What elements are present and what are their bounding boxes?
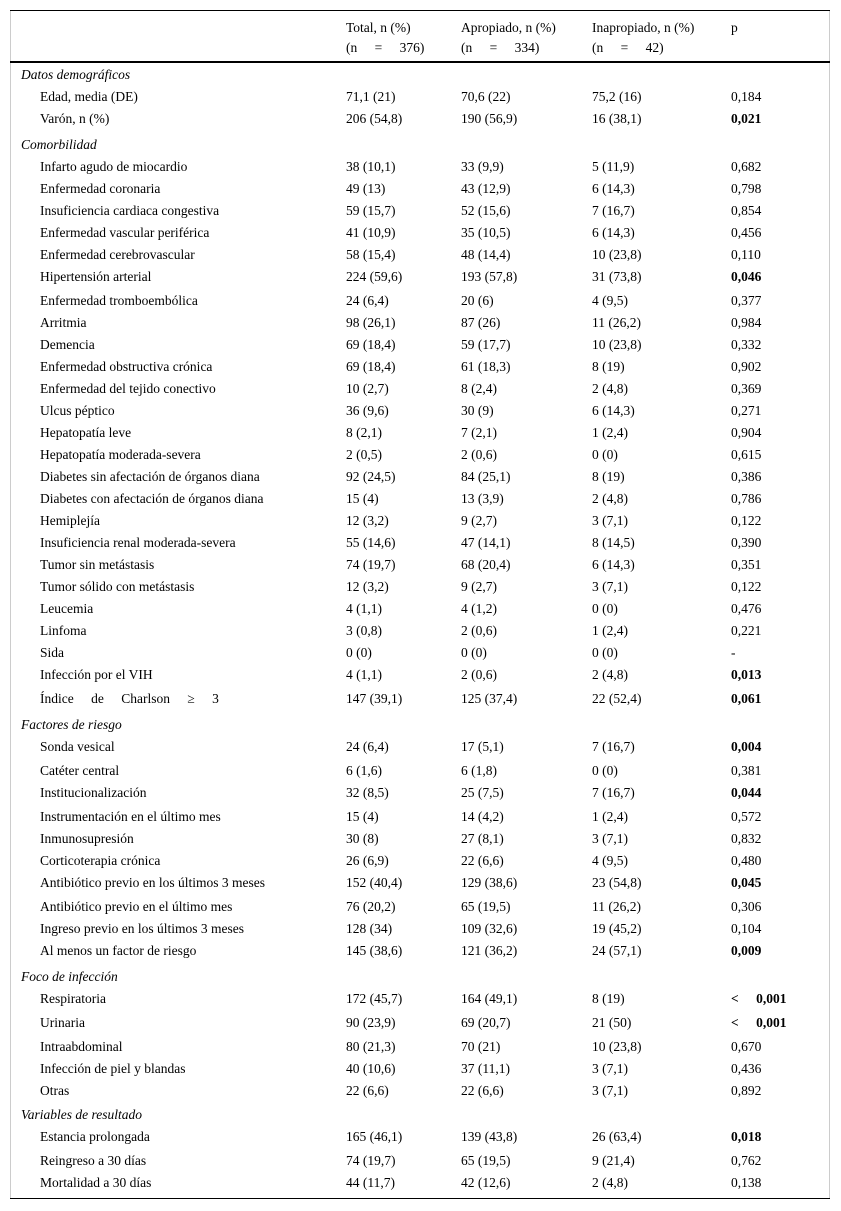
cell-inapropiado: 9 (21,4) [592,1153,635,1168]
cell-inapropiado: 23 (54,8) [592,875,642,890]
cell-p: 0,122 [731,579,762,594]
header-apropiado-n: (n = 334) [461,40,540,55]
cell-p: 0,184 [731,89,762,104]
row-label: Diabetes sin afectación de órganos diana [40,469,260,484]
row-label: Otras [40,1083,70,1098]
row-label: Mortalidad a 30 días [40,1175,152,1190]
row-label: Leucemia [40,601,94,616]
cell-apropiado: 30 (9) [461,403,494,418]
row-label: Índice de Charlson ≥ 3 [40,691,219,706]
cell-p: 0,456 [731,225,762,240]
cell-p: 0,381 [731,763,762,778]
cell-inapropiado: 10 (23,8) [592,1039,642,1054]
cell-total: 76 (20,2) [346,899,396,914]
cell-inapropiado: 4 (9,5) [592,293,628,308]
row-label: Enfermedad del tejido conectivo [40,381,216,396]
cell-apropiado: 13 (3,9) [461,491,504,506]
row-label: Edad, media (DE) [40,89,138,104]
cell-apropiado: 4 (1,2) [461,601,497,616]
cell-apropiado: 2 (0,6) [461,667,497,682]
cell-total: 4 (1,1) [346,667,382,682]
cell-total: 15 (4) [346,809,379,824]
row-label: Tumor sólido con metástasis [40,579,195,594]
cell-total: 12 (3,2) [346,513,389,528]
cell-apropiado: 0 (0) [461,645,487,660]
cell-total: 90 (23,9) [346,1015,396,1030]
row-label: Enfermedad coronaria [40,181,161,196]
cell-total: 22 (6,6) [346,1083,389,1098]
cell-p: 0,013 [731,667,762,682]
cell-p: - [731,645,736,660]
row-label: Ingreso previo en los últimos 3 meses [40,921,244,936]
section-title: Comorbilidad [21,137,97,152]
header-inapropiado-n: (n = 42) [592,40,664,55]
row-label: Insuficiencia cardiaca congestiva [40,203,220,218]
cell-p: 0,904 [731,425,762,440]
row-label: Infección de piel y blandas [40,1061,186,1076]
cell-total: 24 (6,4) [346,293,389,308]
row-label: Diabetes con afectación de órganos diana [40,491,264,506]
cell-p: 0,832 [731,831,762,846]
cell-p: 0,798 [731,181,762,196]
header-inapropiado-title: Inapropiado, n (%) [592,20,695,35]
row-label: Arritmia [40,315,87,330]
cell-apropiado: 164 (49,1) [461,991,518,1006]
cell-p: 0,390 [731,535,762,550]
cell-p: 0,009 [731,943,762,958]
cell-p: 0,004 [731,739,762,754]
cell-apropiado: 27 (8,1) [461,831,504,846]
cell-apropiado: 69 (20,7) [461,1015,511,1030]
cell-p: 0,386 [731,469,762,484]
cell-p: 0,104 [731,921,762,936]
cell-inapropiado: 10 (23,8) [592,337,642,352]
cell-inapropiado: 8 (19) [592,991,625,1006]
cell-p: 0,892 [731,1083,762,1098]
cell-p: 0,984 [731,315,762,330]
cell-total: 80 (21,3) [346,1039,396,1054]
cell-total: 26 (6,9) [346,853,389,868]
cell-p: 0,480 [731,853,762,868]
cell-total: 49 (13) [346,181,386,196]
row-label: Enfermedad obstructiva crónica [40,359,213,374]
cell-total: 30 (8) [346,831,379,846]
cell-inapropiado: 8 (19) [592,359,625,374]
row-label: Antibiótico previo en los últimos 3 meses [40,875,265,890]
cell-apropiado: 35 (10,5) [461,225,511,240]
cell-apropiado: 33 (9,9) [461,159,504,174]
cell-total: 69 (18,4) [346,359,396,374]
cell-inapropiado: 19 (45,2) [592,921,642,936]
cell-inapropiado: 6 (14,3) [592,403,635,418]
row-label: Intraabdominal [40,1039,123,1054]
cell-apropiado: 2 (0,6) [461,447,497,462]
cell-inapropiado: 11 (26,2) [592,899,641,914]
cell-total: 74 (19,7) [346,557,396,572]
cell-p: 0,351 [731,557,762,572]
cell-p: 0,138 [731,1175,762,1190]
row-label: Hepatopatía leve [40,425,132,440]
cell-total: 32 (8,5) [346,785,389,800]
row-label: Infección por el VIH [40,667,153,682]
cell-p: 0,061 [731,691,762,706]
cell-p: 0,854 [731,203,762,218]
cell-total: 10 (2,7) [346,381,389,396]
cell-inapropiado: 0 (0) [592,447,618,462]
cell-inapropiado: 26 (63,4) [592,1129,642,1144]
cell-apropiado: 2 (0,6) [461,623,497,638]
row-label: Hepatopatía moderada-severa [40,447,201,462]
cell-p: 0,786 [731,491,762,506]
cell-apropiado: 129 (38,6) [461,875,518,890]
cell-p: 0,436 [731,1061,762,1076]
cell-apropiado: 9 (2,7) [461,579,497,594]
cell-apropiado: 25 (7,5) [461,785,504,800]
cell-inapropiado: 8 (19) [592,469,625,484]
cell-inapropiado: 8 (14,5) [592,535,635,550]
row-label: Antibiótico previo en el último mes [40,899,233,914]
cell-inapropiado: 2 (4,8) [592,491,628,506]
row-label: Corticoterapia crónica [40,853,161,868]
row-label: Linfoma [40,623,87,638]
cell-total: 152 (40,4) [346,875,403,890]
cell-inapropiado: 31 (73,8) [592,269,642,284]
cell-total: 145 (38,6) [346,943,403,958]
cell-inapropiado: 21 (50) [592,1015,632,1030]
cell-inapropiado: 2 (4,8) [592,381,628,396]
cell-total: 4 (1,1) [346,601,382,616]
cell-inapropiado: 0 (0) [592,763,618,778]
cell-inapropiado: 6 (14,3) [592,557,635,572]
cell-apropiado: 43 (12,9) [461,181,511,196]
section-title: Variables de resultado [21,1107,142,1122]
cell-total: 92 (24,5) [346,469,396,484]
cell-total: 41 (10,9) [346,225,396,240]
cell-apropiado: 61 (18,3) [461,359,511,374]
cell-inapropiado: 7 (16,7) [592,739,635,754]
row-label: Al menos un factor de riesgo [40,943,197,958]
cell-inapropiado: 16 (38,1) [592,111,642,126]
cell-apropiado: 7 (2,1) [461,425,497,440]
cell-p: 0,615 [731,447,762,462]
cell-apropiado: 109 (32,6) [461,921,518,936]
cell-total: 71,1 (21) [346,89,396,104]
cell-apropiado: 190 (56,9) [461,111,518,126]
cell-p: 0,021 [731,111,762,126]
cell-p: 0,122 [731,513,762,528]
cell-total: 8 (2,1) [346,425,382,440]
row-label: Varón, n (%) [40,111,110,126]
cell-total: 172 (45,7) [346,991,403,1006]
cell-p: 0,682 [731,159,762,174]
cell-inapropiado: 2 (4,8) [592,667,628,682]
cell-apropiado: 84 (25,1) [461,469,511,484]
cell-p: 0,902 [731,359,762,374]
cell-total: 44 (11,7) [346,1175,395,1190]
cell-apropiado: 125 (37,4) [461,691,518,706]
cell-inapropiado: 3 (7,1) [592,1083,628,1098]
cell-inapropiado: 22 (52,4) [592,691,642,706]
row-label: Sida [40,645,65,660]
cell-inapropiado: 3 (7,1) [592,513,628,528]
cell-p: 0,045 [731,875,762,890]
header-apropiado-title: Apropiado, n (%) [461,20,556,35]
row-label: Tumor sin metástasis [40,557,155,572]
cell-p: 0,762 [731,1153,762,1168]
cell-p: 0,306 [731,899,762,914]
cell-p: 0,271 [731,403,762,418]
row-label: Catéter central [40,763,120,778]
row-label: Enfermedad cerebrovascular [40,247,195,262]
cell-inapropiado: 2 (4,8) [592,1175,628,1190]
cell-p: 0,110 [731,247,761,262]
cell-apropiado: 65 (19,5) [461,899,511,914]
header-total-title: Total, n (%) [346,20,411,35]
cell-total: 40 (10,6) [346,1061,396,1076]
cell-inapropiado: 4 (9,5) [592,853,628,868]
cell-inapropiado: 7 (16,7) [592,785,635,800]
header-p-title: p [731,20,738,35]
cell-apropiado: 6 (1,8) [461,763,497,778]
row-label: Hemiplejía [40,513,100,528]
cell-inapropiado: 3 (7,1) [592,579,628,594]
cell-inapropiado: 5 (11,9) [592,159,635,174]
row-label: Enfermedad vascular periférica [40,225,210,240]
row-label: Infarto agudo de miocardio [40,159,188,174]
row-label: Enfermedad tromboembólica [40,293,198,308]
cell-apropiado: 68 (20,4) [461,557,511,572]
cell-total: 206 (54,8) [346,111,403,126]
cell-total: 69 (18,4) [346,337,396,352]
cell-apropiado: 22 (6,6) [461,853,504,868]
cell-total: 165 (46,1) [346,1129,403,1144]
cell-total: 3 (0,8) [346,623,382,638]
cell-apropiado: 121 (36,2) [461,943,518,958]
row-label: Hipertensión arterial [40,269,152,284]
cell-p: < 0,001 [731,991,787,1006]
cell-total: 24 (6,4) [346,739,389,754]
cell-total: 36 (9,6) [346,403,389,418]
cell-inapropiado: 1 (2,4) [592,809,628,824]
cell-p: < 0,001 [731,1015,787,1030]
cell-total: 0 (0) [346,645,372,660]
row-label: Estancia prolongada [40,1129,150,1144]
cell-apropiado: 47 (14,1) [461,535,511,550]
cell-apropiado: 8 (2,4) [461,381,497,396]
cell-inapropiado: 3 (7,1) [592,831,628,846]
cell-total: 15 (4) [346,491,379,506]
cell-total: 74 (19,7) [346,1153,396,1168]
cell-apropiado: 14 (4,2) [461,809,504,824]
row-label: Reingreso a 30 días [40,1153,147,1168]
cell-p: 0,377 [731,293,762,308]
cell-total: 58 (15,4) [346,247,396,262]
row-label: Insuficiencia renal moderada-severa [40,535,236,550]
row-label: Institucionalización [40,785,147,800]
cell-apropiado: 70,6 (22) [461,89,511,104]
cell-apropiado: 52 (15,6) [461,203,511,218]
cell-p: 0,046 [731,269,762,284]
cell-total: 224 (59,6) [346,269,403,284]
row-label: Respiratoria [40,991,106,1006]
cell-inapropiado: 10 (23,8) [592,247,642,262]
cell-apropiado: 87 (26) [461,315,501,330]
cell-apropiado: 37 (11,1) [461,1061,510,1076]
cell-p: 0,018 [731,1129,762,1144]
cell-apropiado: 17 (5,1) [461,739,504,754]
row-label: Ulcus péptico [40,403,115,418]
cell-p: 0,044 [731,785,762,800]
cell-inapropiado: 0 (0) [592,645,618,660]
cell-total: 6 (1,6) [346,763,382,778]
cell-inapropiado: 3 (7,1) [592,1061,628,1076]
cell-inapropiado: 75,2 (16) [592,89,642,104]
cell-apropiado: 70 (21) [461,1039,501,1054]
cell-inapropiado: 11 (26,2) [592,315,641,330]
cell-p: 0,670 [731,1039,762,1054]
row-label: Urinaria [40,1015,85,1030]
cell-p: 0,332 [731,337,762,352]
cell-inapropiado: 1 (2,4) [592,425,628,440]
cell-inapropiado: 24 (57,1) [592,943,642,958]
cell-apropiado: 193 (57,8) [461,269,518,284]
row-label: Demencia [40,337,95,352]
cell-apropiado: 59 (17,7) [461,337,511,352]
row-label: Instrumentación en el último mes [40,809,221,824]
cell-apropiado: 20 (6) [461,293,494,308]
cell-apropiado: 65 (19,5) [461,1153,511,1168]
section-title: Datos demográficos [21,67,131,82]
cell-total: 59 (15,7) [346,203,396,218]
cell-total: 98 (26,1) [346,315,396,330]
section-title: Foco de infección [21,969,118,984]
cell-total: 12 (3,2) [346,579,389,594]
cell-p: 0,369 [731,381,762,396]
cell-inapropiado: 7 (16,7) [592,203,635,218]
row-label: Inmunosupresión [40,831,134,846]
header-total-n: (n = 376) [346,40,425,55]
cell-inapropiado: 6 (14,3) [592,181,635,196]
cell-total: 147 (39,1) [346,691,403,706]
cell-total: 55 (14,6) [346,535,396,550]
row-label: Sonda vesical [40,739,115,754]
cell-total: 38 (10,1) [346,159,396,174]
cell-apropiado: 139 (43,8) [461,1129,518,1144]
cell-inapropiado: 0 (0) [592,601,618,616]
section-title: Factores de riesgo [21,717,122,732]
cell-inapropiado: 1 (2,4) [592,623,628,638]
cell-total: 128 (34) [346,921,393,936]
cell-p: 0,221 [731,623,762,638]
cell-inapropiado: 6 (14,3) [592,225,635,240]
cell-apropiado: 22 (6,6) [461,1083,504,1098]
cell-apropiado: 42 (12,6) [461,1175,511,1190]
cell-apropiado: 9 (2,7) [461,513,497,528]
cell-apropiado: 48 (14,4) [461,247,511,262]
cell-p: 0,476 [731,601,762,616]
cell-total: 2 (0,5) [346,447,382,462]
cell-p: 0,572 [731,809,762,824]
